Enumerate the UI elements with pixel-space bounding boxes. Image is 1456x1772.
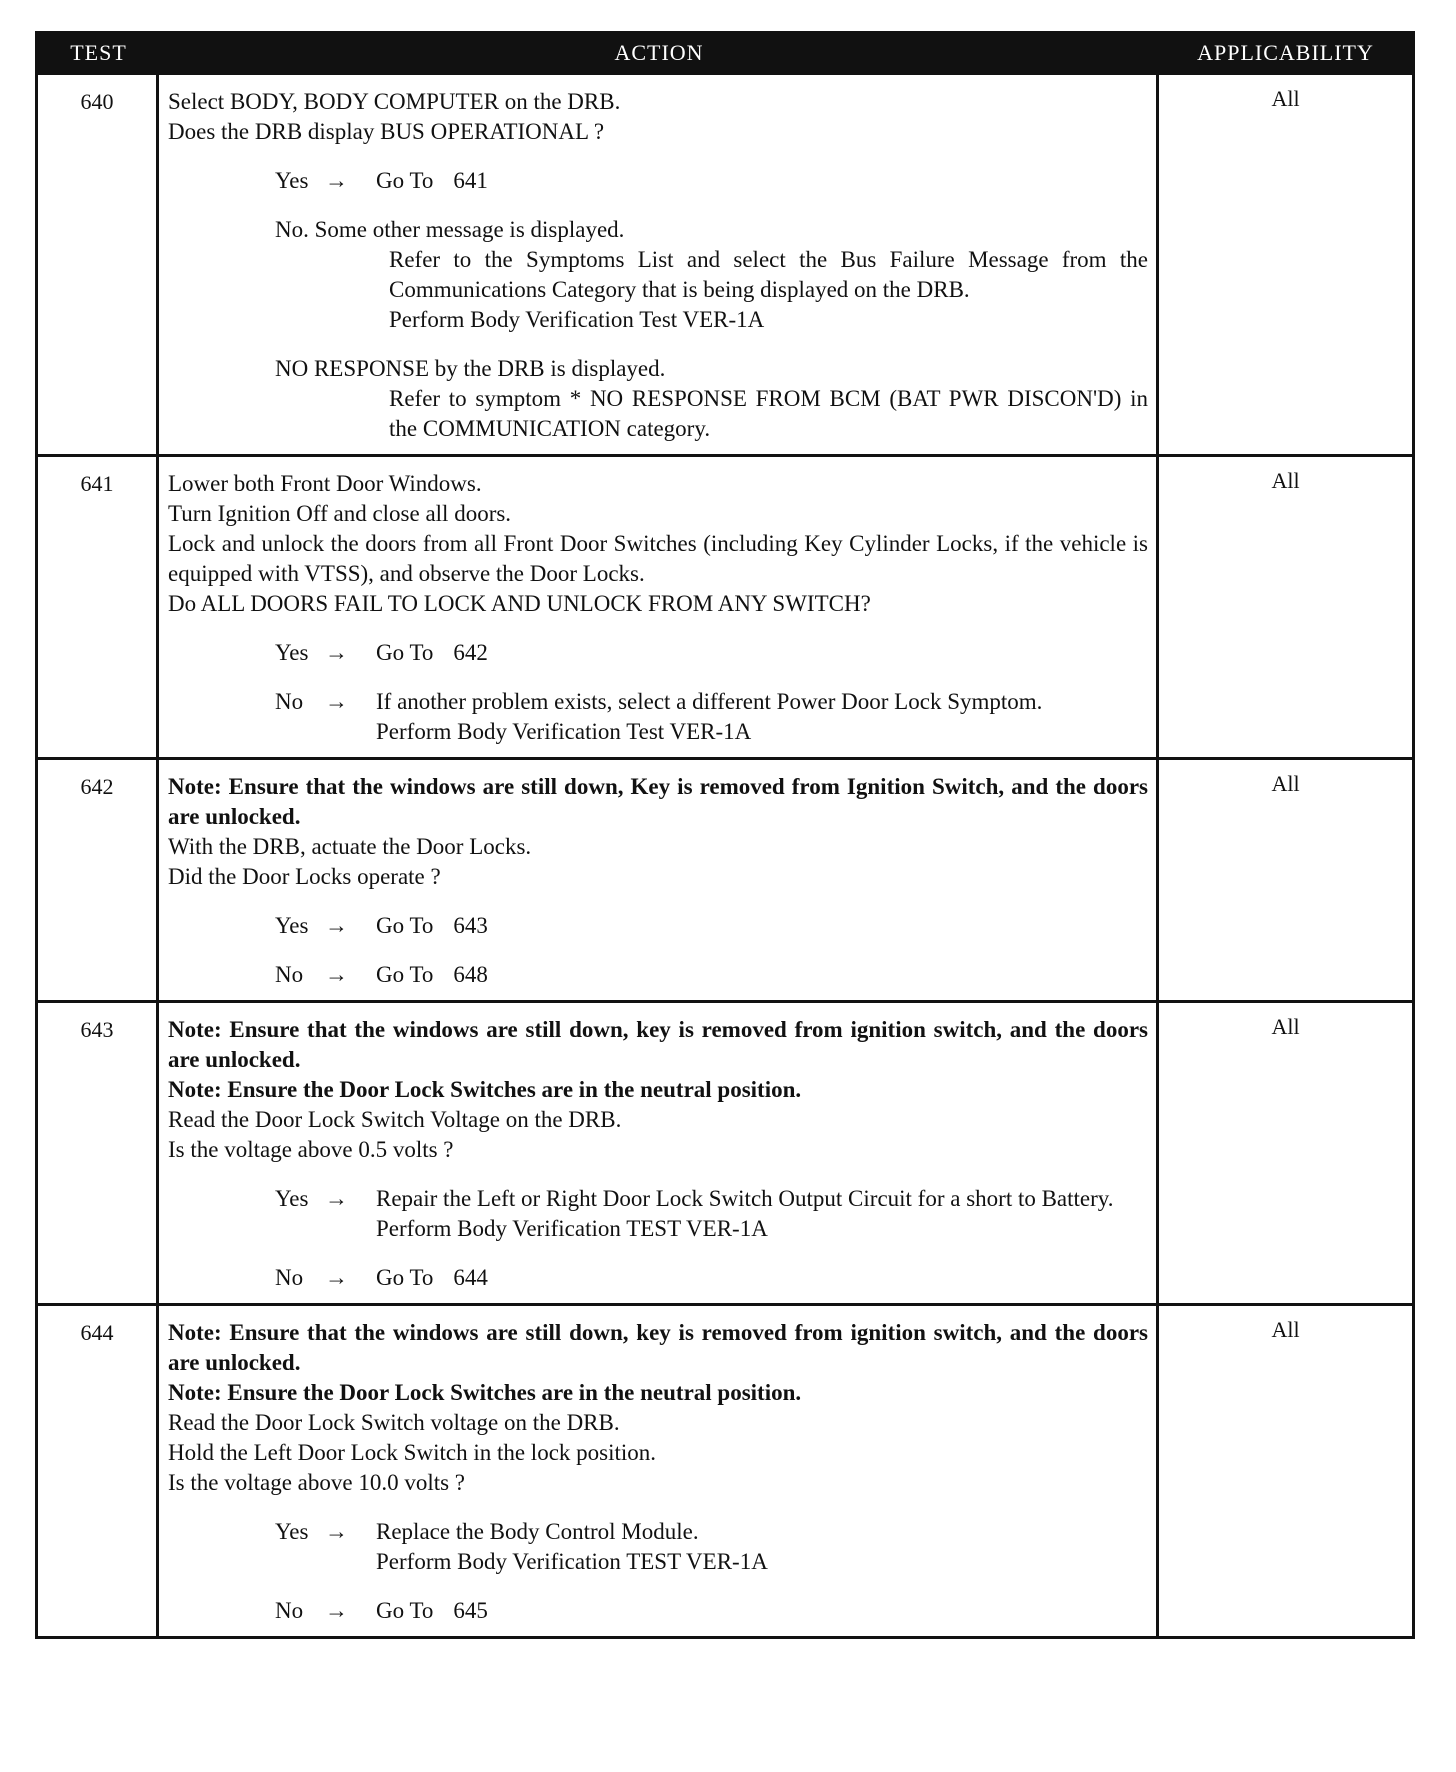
- table-header: [38, 34, 1412, 72]
- branch-line: Perform Body Verification TEST VER-1A: [376, 1549, 768, 1574]
- yes-label: Yes: [275, 640, 309, 665]
- goto-number: 648: [453, 962, 488, 987]
- no-branch: [168, 1596, 1148, 1626]
- no-branch-body: [168, 245, 1148, 335]
- action-cell: [159, 75, 1159, 454]
- action-cell: [159, 1306, 1159, 1636]
- yes-label: Yes: [275, 168, 309, 193]
- diagnostic-table: [35, 31, 1415, 1639]
- table-row: [38, 757, 1412, 1000]
- branch-line: Refer to the Symptoms List and select the Bus Failure Message from the Communications Category that is being displayed on the DRB.: [389, 247, 1148, 302]
- no-branch: [168, 687, 1148, 747]
- yes-branch: [168, 911, 1148, 941]
- goto-label: Go To: [376, 913, 434, 938]
- yes-label: Yes: [275, 913, 309, 938]
- table-row: [38, 72, 1412, 454]
- action-line: With the DRB, actuate the Door Locks.: [168, 834, 532, 859]
- yes-branch: [168, 638, 1148, 668]
- no-branch: [168, 1263, 1148, 1293]
- branch-line: Perform Body Verification Test VER-1A: [389, 307, 765, 332]
- goto-number: 642: [453, 640, 488, 665]
- branch-line: If another problem exists, select a different Power Door Lock Symptom.: [376, 689, 1043, 714]
- no-label: No: [275, 689, 304, 714]
- note: Note: Ensure that the windows are still down, key is removed from ignition switch, and the doors are unlocked.: [168, 1017, 1148, 1072]
- applicability: All: [1271, 1317, 1300, 1342]
- arrow-icon: →: [325, 1598, 348, 1623]
- arrow-icon: →: [325, 640, 348, 665]
- action-line: Did the Door Locks operate ?: [168, 864, 441, 889]
- no-response-label: NO RESPONSE by the DRB is displayed.: [275, 356, 666, 381]
- no-branch-label: No. Some other message is displayed.: [275, 217, 625, 242]
- note: Note: Ensure the Door Lock Switches are in the neutral position.: [168, 1380, 802, 1405]
- arrow-icon: →: [325, 168, 348, 193]
- note: Note: Ensure that the windows are still down, Key is removed from Ignition Switch, and the doors are unlocked.: [168, 774, 1148, 829]
- action-cell: [159, 457, 1159, 757]
- arrow-icon: →: [325, 913, 348, 938]
- applicability: All: [1271, 86, 1300, 111]
- action-line: Turn Ignition Off and close all doors.: [168, 501, 512, 526]
- note: Note: Ensure that the windows are still down, key is removed from ignition switch, and the doors are unlocked.: [168, 1320, 1148, 1375]
- no-branch: [168, 960, 1148, 990]
- goto-number: 645: [453, 1598, 488, 1623]
- arrow-icon: →: [325, 1519, 348, 1544]
- applicability: All: [1271, 468, 1300, 493]
- action-line: Lower both Front Door Windows.: [168, 471, 482, 496]
- goto-label: Go To: [376, 1265, 434, 1290]
- no-label: No: [275, 1265, 304, 1290]
- header-test: TEST: [70, 40, 127, 65]
- goto-number: 644: [453, 1265, 488, 1290]
- test-number: 642: [38, 760, 159, 1000]
- goto-number: 641: [453, 168, 488, 193]
- arrow-icon: →: [325, 962, 348, 987]
- branch-line: Replace the Body Control Module.: [376, 1519, 699, 1544]
- yes-label: Yes: [275, 1519, 309, 1544]
- applicability: All: [1271, 1014, 1300, 1039]
- yes-label: Yes: [275, 1186, 309, 1211]
- action-line: Does the DRB display BUS OPERATIONAL ?: [168, 119, 605, 144]
- applicability: All: [1271, 771, 1300, 796]
- action-line: Read the Door Lock Switch voltage on the DRB.: [168, 1410, 620, 1435]
- test-number: 640: [38, 75, 159, 454]
- table-row: [38, 1000, 1412, 1303]
- yes-branch: [168, 166, 1148, 196]
- action-cell: [159, 1003, 1159, 1303]
- goto-label: Go To: [376, 962, 434, 987]
- goto-label: Go To: [376, 1598, 434, 1623]
- table-row: [38, 454, 1412, 757]
- header-action: ACTION: [614, 40, 704, 65]
- action-line: Lock and unlock the doors from all Front Door Switches (including Key Cylinder Locks, if the vehicle is equipped with VTSS), and observe the Door Locks.: [168, 531, 1148, 586]
- no-response-body: [168, 384, 1148, 444]
- arrow-icon: →: [325, 1265, 348, 1290]
- arrow-icon: →: [325, 689, 348, 714]
- action-line: Hold the Left Door Lock Switch in the lock position.: [168, 1440, 657, 1465]
- test-number: 644: [38, 1306, 159, 1636]
- goto-label: Go To: [376, 640, 434, 665]
- action-line: Do ALL DOORS FAIL TO LOCK AND UNLOCK FROM ANY SWITCH?: [168, 591, 871, 616]
- no-label: No: [275, 962, 304, 987]
- test-number: 643: [38, 1003, 159, 1303]
- action-cell: [159, 760, 1159, 1000]
- branch-line: Repair the Left or Right Door Lock Switch Output Circuit for a short to Battery.: [376, 1186, 1114, 1211]
- branch-line: Perform Body Verification TEST VER-1A: [376, 1216, 768, 1241]
- yes-branch: [168, 1184, 1148, 1244]
- action-line: Is the voltage above 0.5 volts ?: [168, 1137, 454, 1162]
- branch-line: Refer to symptom * NO RESPONSE FROM BCM (BAT PWR DISCON'D) in the COMMUNICATION category.: [389, 386, 1148, 441]
- header-applicability: APPLICABILITY: [1197, 40, 1374, 65]
- test-number: 641: [38, 457, 159, 757]
- no-label: No: [275, 1598, 304, 1623]
- goto-label: Go To: [376, 168, 434, 193]
- action-line: Select BODY, BODY COMPUTER on the DRB.: [168, 89, 621, 114]
- action-line: Is the voltage above 10.0 volts ?: [168, 1470, 466, 1495]
- yes-branch: [168, 1517, 1148, 1577]
- action-line: Read the Door Lock Switch Voltage on the DRB.: [168, 1107, 622, 1132]
- branch-line: Perform Body Verification Test VER-1A: [376, 719, 752, 744]
- table-row: [38, 1303, 1412, 1636]
- goto-number: 643: [453, 913, 488, 938]
- note: Note: Ensure the Door Lock Switches are in the neutral position.: [168, 1077, 802, 1102]
- arrow-icon: →: [325, 1186, 348, 1211]
